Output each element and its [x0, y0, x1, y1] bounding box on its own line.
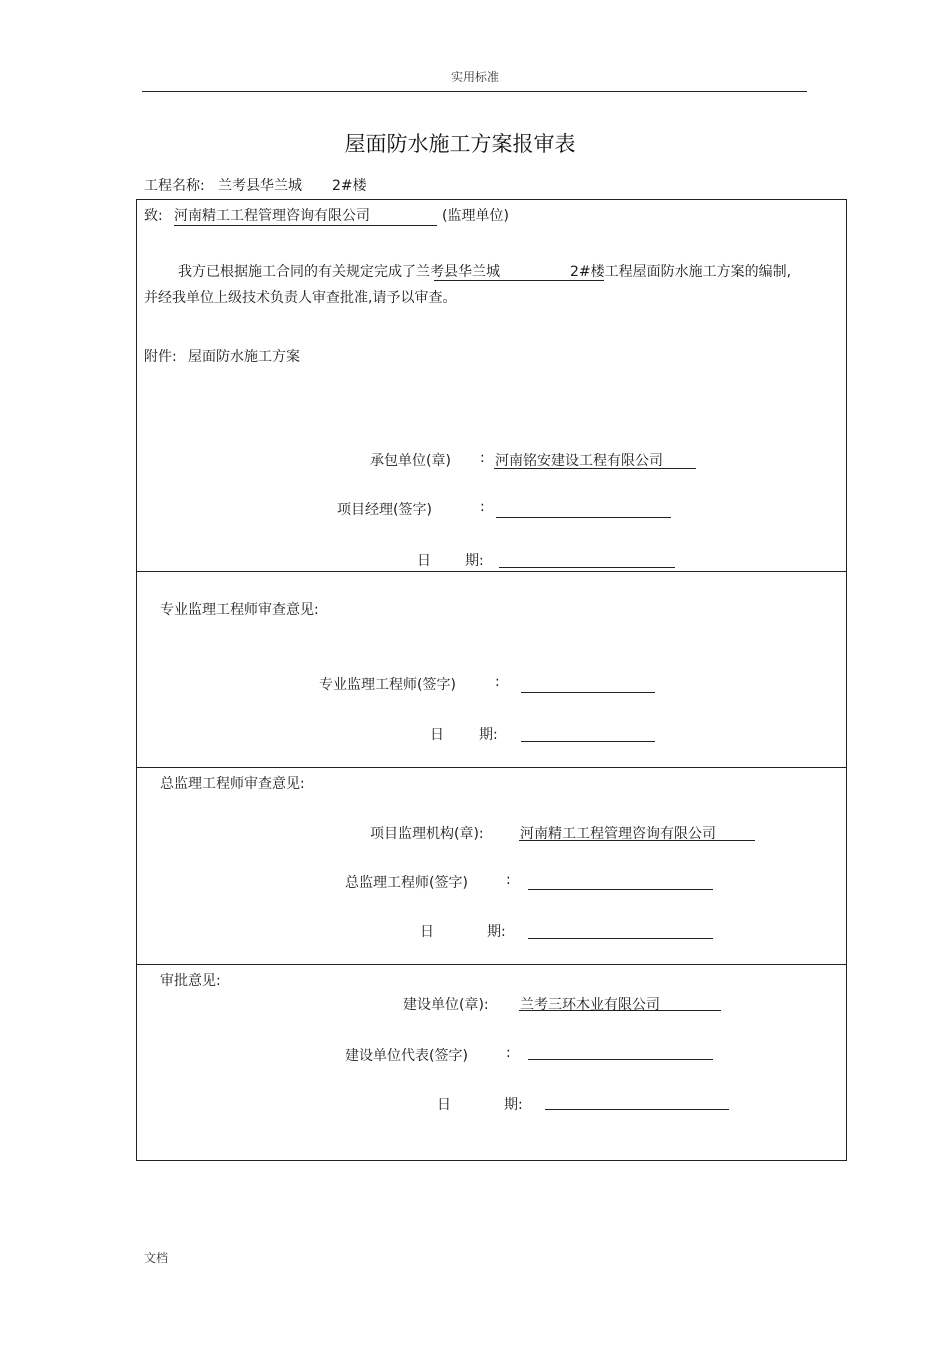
owner-rep-colon: :	[506, 1045, 511, 1061]
engineer-colon: :	[495, 674, 500, 690]
attachment-name: 屋面防水施工方案	[188, 349, 300, 365]
attachment-label: 附件:	[144, 349, 177, 365]
chief-review-heading: 总监理工程师审查意见:	[160, 776, 305, 792]
manager-colon: :	[480, 499, 485, 515]
engineer-review-heading: 专业监理工程师审查意见:	[160, 602, 319, 618]
owner-name: 兰考三环木业有限公司	[520, 997, 660, 1013]
date-line	[545, 1109, 729, 1110]
date-label-qi: 期:	[479, 727, 498, 743]
manager-label: 项目经理(签字)	[337, 502, 432, 518]
supervision-org-name: 河南精工工程管理咨询有限公司	[520, 826, 716, 842]
statement-line1-b: 2#楼工程屋面防水施工方案的编制,	[570, 264, 792, 280]
chief-engineer-label: 总监理工程师(签字)	[345, 875, 468, 891]
date-label-ri: 日	[417, 553, 431, 569]
date-label-qi: 期:	[487, 924, 506, 940]
approval-heading: 审批意见:	[160, 973, 221, 989]
document-title: 屋面防水施工方案报审表	[344, 132, 576, 156]
supervision-org-label: 项目监理机构(章):	[370, 826, 484, 842]
addressee-org: 河南精工工程管理咨询有限公司	[174, 208, 370, 224]
contractor-label: 承包单位(章)	[370, 453, 451, 469]
supervision-org-underline	[519, 840, 755, 841]
manager-signature-line	[496, 517, 671, 518]
addressee-suffix: (监理单位)	[442, 208, 509, 224]
date-label-ri: 日	[430, 727, 444, 743]
header-rule	[142, 91, 807, 92]
date-label-ri: 日	[437, 1097, 451, 1113]
form-frame	[136, 199, 847, 1161]
date-label-ri: 日	[420, 924, 434, 940]
date-line	[499, 567, 675, 568]
section-divider-3	[136, 964, 847, 965]
addressee-label: 致:	[144, 208, 163, 224]
date-line	[528, 938, 713, 939]
section-divider-2	[136, 767, 847, 768]
contractor-name: 河南铭安建设工程有限公司	[495, 453, 663, 469]
project-building: 2#楼	[332, 178, 367, 194]
addressee-underline	[174, 225, 437, 226]
page-footer: 文档	[144, 1251, 169, 1265]
date-label-qi: 期:	[504, 1097, 523, 1113]
owner-underline	[519, 1010, 721, 1011]
page-header: 实用标准	[450, 70, 499, 84]
project-name: 兰考县华兰城	[218, 178, 302, 194]
project-label: 工程名称:	[144, 178, 205, 194]
date-line	[521, 741, 655, 742]
chief-engineer-colon: :	[506, 872, 511, 888]
engineer-label: 专业监理工程师(签字)	[319, 677, 456, 693]
owner-rep-signature-line	[528, 1059, 713, 1060]
owner-rep-label: 建设单位代表(签字)	[345, 1048, 468, 1064]
engineer-signature-line	[521, 692, 655, 693]
contractor-colon: :	[480, 450, 485, 466]
owner-label: 建设单位(章):	[403, 997, 489, 1013]
section-divider-1	[136, 571, 847, 572]
statement-line2: 并经我单位上级技术负责人审查批准,请予以审查。	[144, 290, 457, 306]
contractor-underline	[494, 468, 696, 469]
date-label-qi: 期:	[465, 553, 484, 569]
chief-signature-line	[528, 889, 713, 890]
statement-line1-a: 我方已根据施工合同的有关规定完成了兰考县华兰城	[178, 264, 500, 280]
